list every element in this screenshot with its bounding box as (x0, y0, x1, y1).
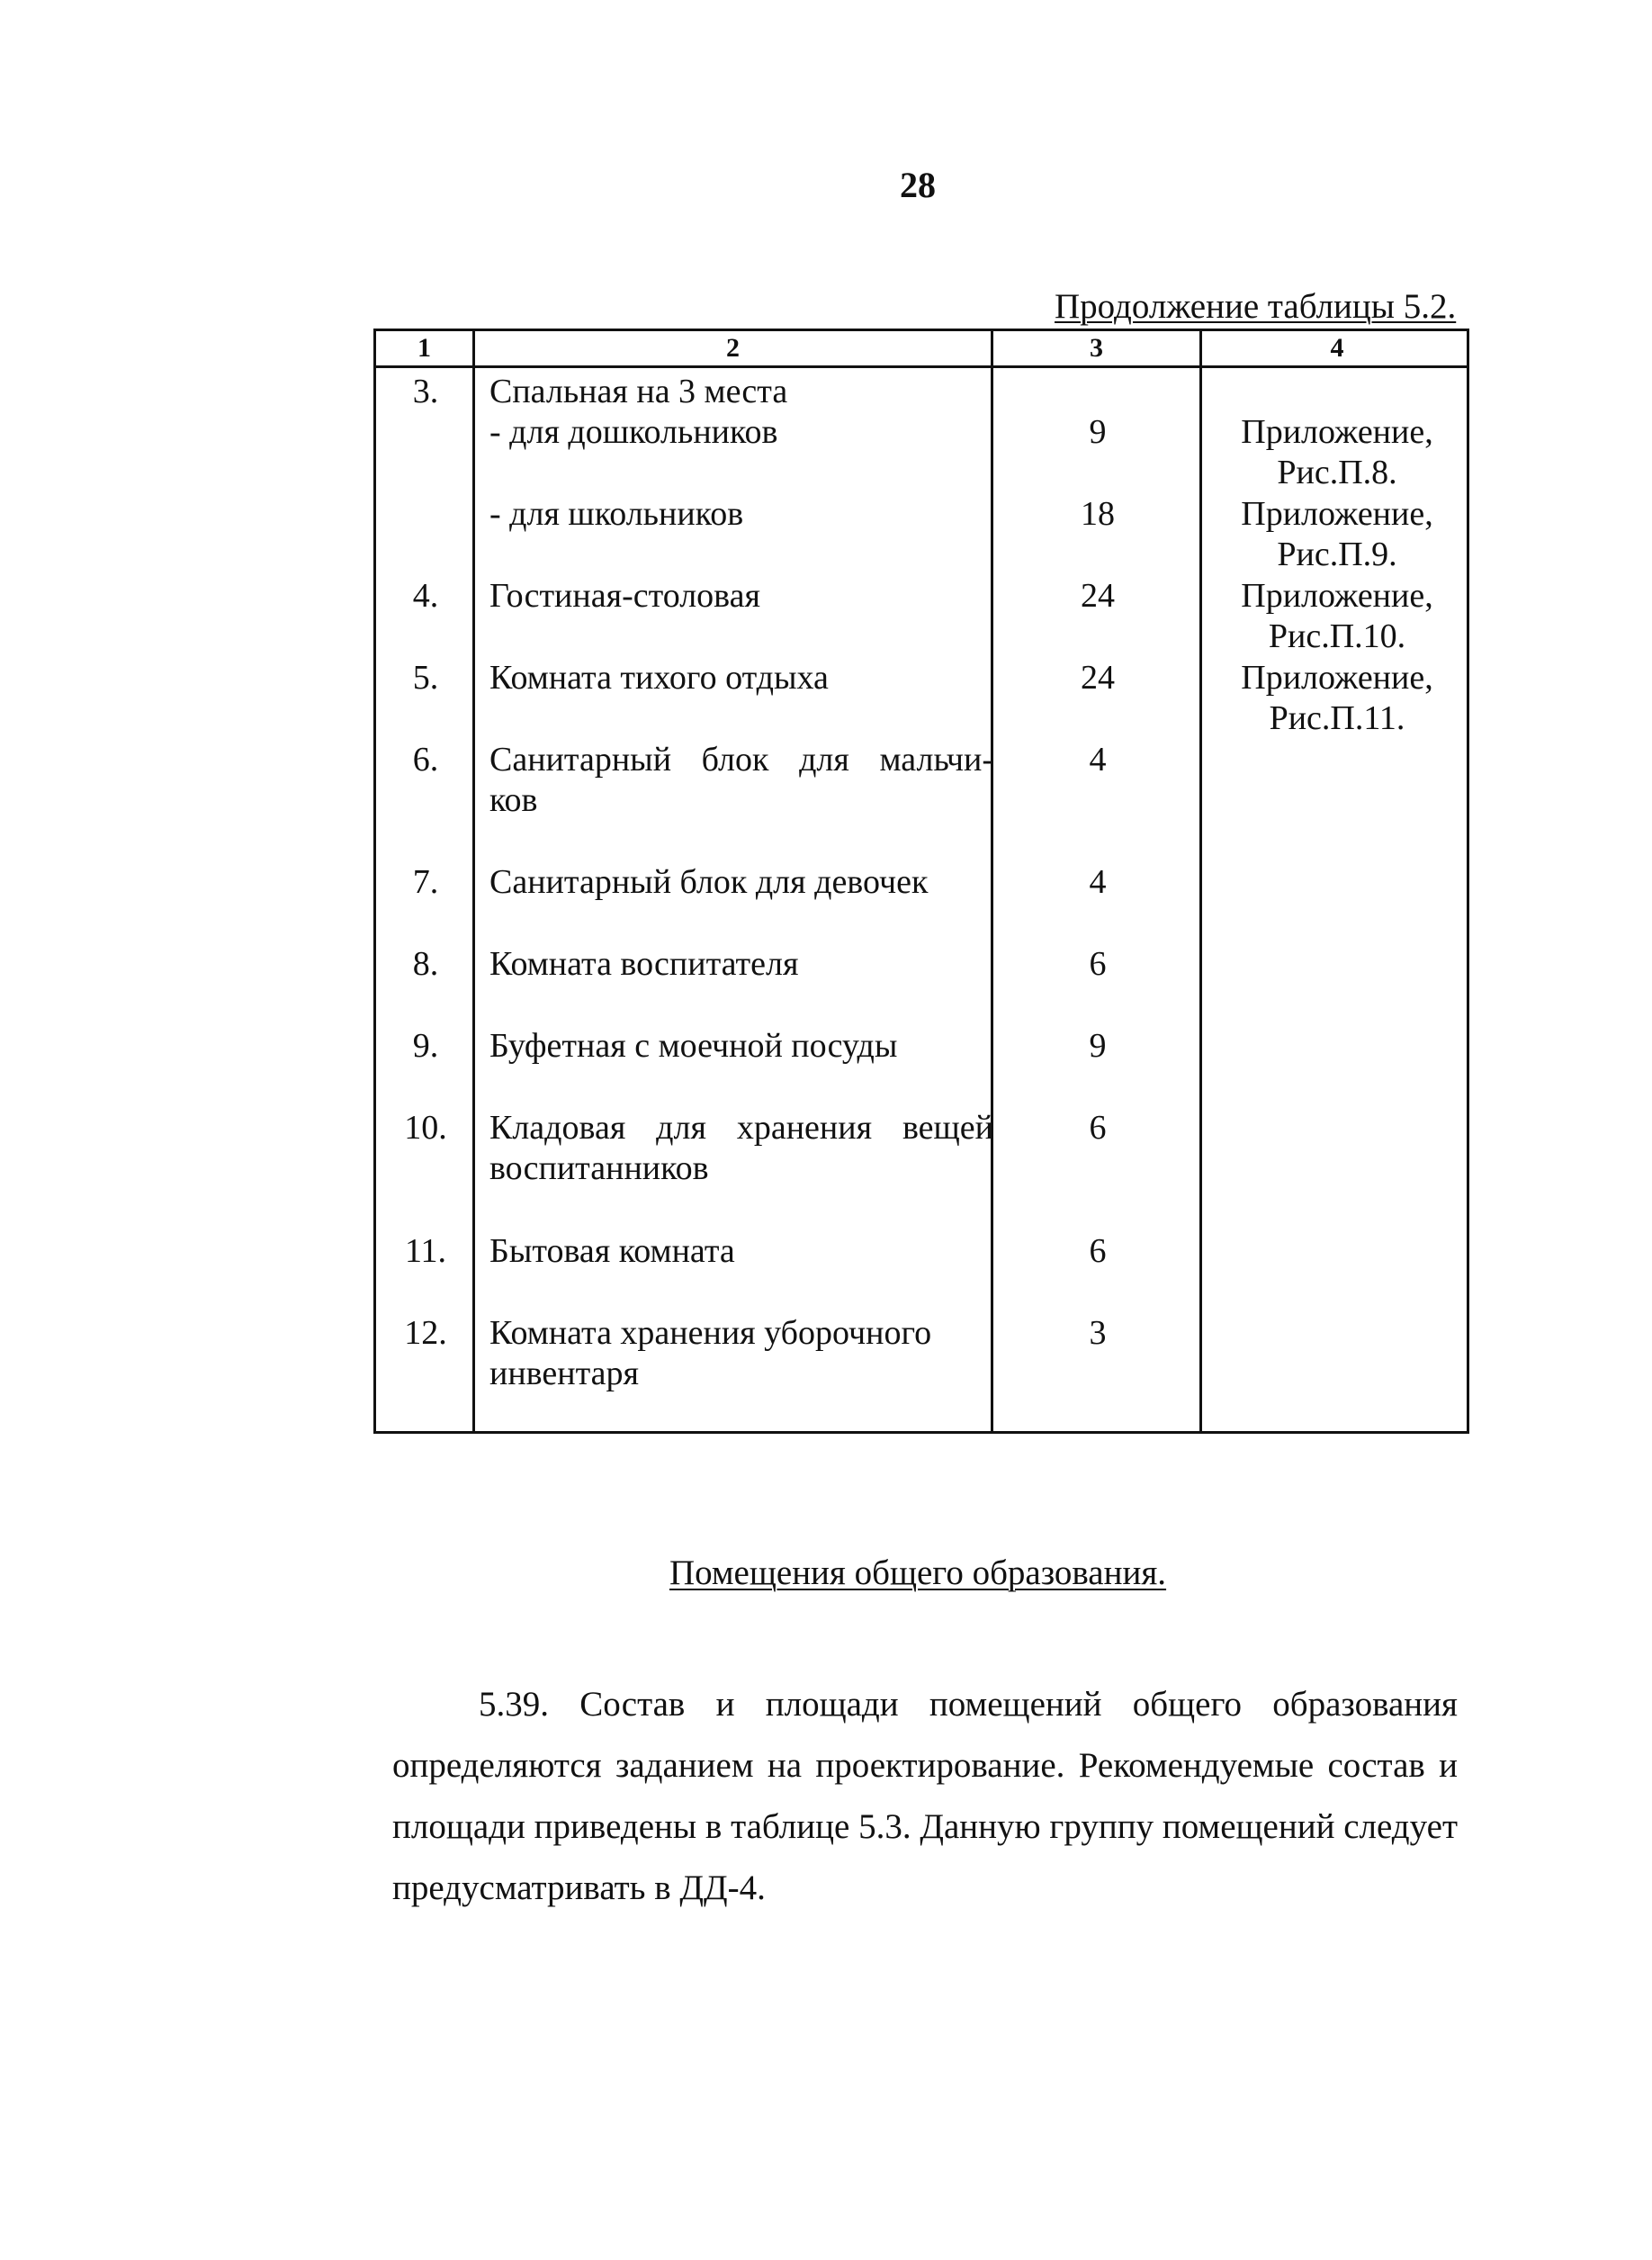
subrow-reference (1202, 494, 1472, 575)
row-name-line: Кладовая для хранения вещей (489, 1109, 993, 1147)
row-area: 6 (1089, 945, 1107, 983)
row-name (489, 862, 993, 903)
header-col-3: 3 (1090, 333, 1103, 363)
reference-line: Приложение, (1241, 413, 1433, 451)
row-name-line: Гостиная-столовая (489, 577, 760, 615)
row-name-line: ков (489, 781, 538, 819)
row-name-line: Санитарный блок для девочек (489, 863, 929, 901)
row-number: 9. (412, 1027, 439, 1065)
row-name (489, 576, 993, 617)
row-number: 3. (412, 373, 439, 410)
reference-figure: Рис.П.10. (1268, 617, 1406, 655)
row-number: 5. (412, 659, 439, 697)
row-name (489, 1231, 993, 1272)
row-area: 24 (1081, 659, 1115, 697)
row-name-line: Комната воспитателя (489, 945, 799, 983)
row-name-line: Комната хранения уборочного (489, 1314, 932, 1352)
data-table (373, 329, 1469, 1434)
row-area: 4 (1089, 741, 1107, 779)
row-number: 12. (404, 1314, 447, 1352)
row-area: 9 (1089, 1027, 1107, 1065)
table-caption: Продолжение таблицы 5.2. (1055, 287, 1457, 326)
header-divider (376, 365, 1467, 368)
row-name (489, 1313, 993, 1394)
row-name (489, 372, 993, 412)
row-area: 6 (1089, 1232, 1107, 1270)
row-name-line: Буфетная с моечной посуды (489, 1027, 898, 1065)
header-col-1: 1 (417, 333, 431, 363)
reference-line: Приложение, (1241, 495, 1433, 533)
row-reference (1202, 576, 1472, 657)
section-heading: Помещения общего образования. (669, 1553, 1167, 1592)
row-number: 10. (404, 1109, 447, 1147)
header-col-2: 2 (726, 333, 740, 363)
row-name (489, 944, 993, 985)
row-area: 24 (1081, 577, 1115, 615)
row-name (489, 1026, 993, 1067)
row-name-line: Санитарный блок для мальчи- (489, 741, 993, 779)
row-name (489, 740, 993, 821)
subrow-reference (1202, 412, 1472, 493)
header-col-4: 4 (1330, 333, 1344, 363)
row-name-line: воспитанников (489, 1149, 709, 1187)
row-name (489, 1108, 993, 1189)
row-name (489, 658, 993, 698)
row-reference (1202, 658, 1472, 739)
subrow-area: 9 (1089, 413, 1107, 451)
reference-figure: Рис.П.8. (1277, 454, 1397, 491)
page-number: 28 (900, 165, 936, 205)
row-number: 11. (404, 1232, 447, 1270)
reference-figure: Рис.П.9. (1277, 536, 1397, 573)
row-number: 7. (412, 863, 439, 901)
reference-line: Приложение, (1241, 577, 1433, 615)
row-area: 6 (1089, 1109, 1107, 1147)
row-area: 4 (1089, 863, 1107, 901)
row-name-line: Бытовая комната (489, 1232, 735, 1270)
row-name-line: инвентаря (489, 1355, 640, 1392)
row-area: 3 (1089, 1314, 1107, 1352)
body-paragraph: 5.39. Состав и площади помещений общего образования определяются заданием на проектирование. Рекомендуемые состав и площади приведены в таблице 5.3. Данную группу помещений следует предусматривать в ДД-4. (392, 1685, 1458, 1907)
row-number: 6. (412, 741, 439, 779)
subrow-name: - для дошкольников (489, 413, 778, 451)
row-name-line: Спальная на 3 места (489, 373, 788, 410)
subrow-area: 18 (1081, 495, 1115, 533)
row-name-line: Комната тихого отдыха (489, 659, 829, 697)
row-number: 4. (412, 577, 439, 615)
subrow-name: - для школьников (489, 495, 744, 533)
reference-line: Приложение, (1241, 659, 1433, 697)
reference-figure: Рис.П.11. (1269, 699, 1405, 737)
row-number: 8. (412, 945, 439, 983)
